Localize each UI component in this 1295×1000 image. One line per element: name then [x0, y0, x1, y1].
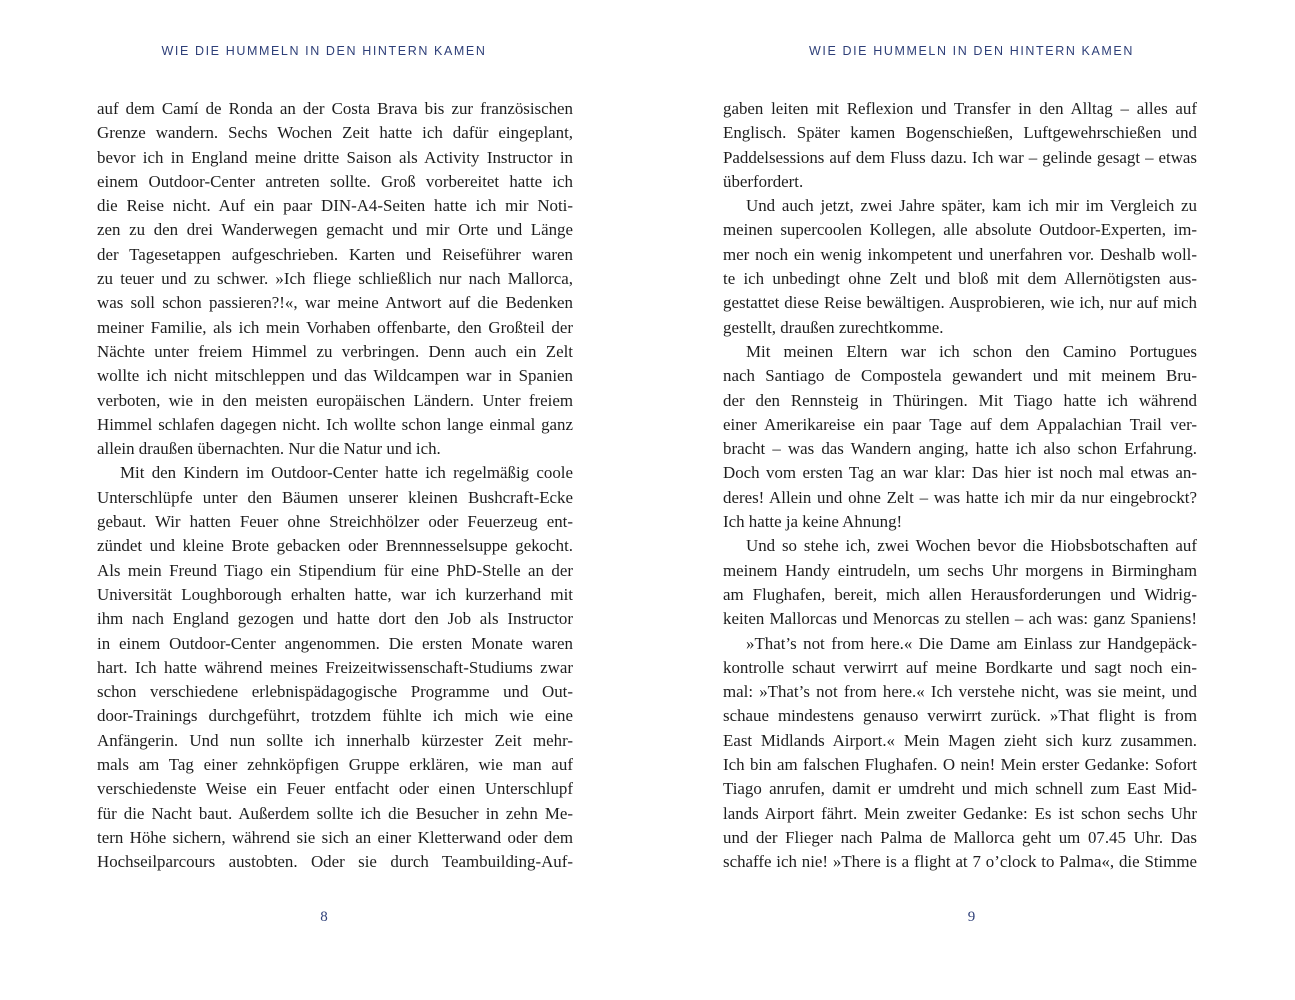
- text-line: was soll schon passieren?!«, war meine Antwort auf die Bedenken: [97, 293, 573, 313]
- text-line: Mit meinen Eltern war ich schon den Camino Portugues: [746, 341, 1197, 361]
- text-line: schaue mindestens genauso verwirrt zurück. »That flight is from: [723, 706, 1197, 726]
- text-line: Englisch. Später kamen Bogenschießen, Luftgewehrschießen und: [723, 123, 1197, 143]
- text-line: mal: »That’s not from here.« Ich verstehe nicht, was sie meint, und: [723, 682, 1197, 702]
- text-line: für die Nacht baut. Außerdem sollte ich die Besucher in zehn Me-: [97, 803, 573, 823]
- text-line: zündet und kleine Brote gebacken oder Brennnesselsuppe gekocht.: [97, 536, 573, 556]
- text-line: meinem Handy eintrudeln, um sechs Uhr morgens in Birmingham: [723, 560, 1197, 580]
- text-line: tern Höhe sichern, während sie sich an einer Kletterwand oder dem: [97, 827, 573, 847]
- text-line: Mit den Kindern im Outdoor-Center hatte ich regelmäßig coole: [120, 463, 573, 483]
- text-line: Anfängerin. Und nun sollte ich innerhalb kürzester Zeit mehr-: [97, 730, 573, 750]
- text-line: East Midlands Airport.« Mein Magen zieht sich kurz zusammen.: [723, 730, 1197, 750]
- text-line: in einem Outdoor-Center angenommen. Die ersten Monate waren: [97, 633, 573, 653]
- text-line: Und so stehe ich, zwei Wochen bevor die Hiobsbotschaften auf: [746, 536, 1197, 556]
- text-line: auf dem Camí de Ronda an der Costa Brava bis zur französischen: [97, 99, 573, 118]
- text-line: deres! Allein und ohne Zelt – was hatte ich mir da nur eingebrockt?: [723, 487, 1197, 507]
- text-line: te ich unbedingt ohne Zelt und bloß mit dem Allernötigsten aus-: [723, 269, 1197, 289]
- text-line: Universität Loughborough erhalten hatte, war ich kurzerhand mit: [97, 584, 573, 604]
- running-head: WIE DIE HUMMELN IN DEN HINTERN KAMEN: [161, 44, 487, 58]
- text-line: einer Amerikareise ein paar Tage auf dem Appalachian Trail ver-: [723, 414, 1197, 434]
- text-line: schon verschiedene erlebnispädagogische Programme und Out-: [97, 682, 573, 702]
- text-line: nach Santiago de Compostela gewandert und mit meinem Bru-: [723, 366, 1197, 386]
- text-line: keiten Mallorcas und Menorcas zu stellen – ach was: ganz Spaniens!: [723, 609, 1197, 629]
- text-line: der Tagesetappen aufgeschrieben. Karten und Reiseführer waren: [97, 244, 573, 264]
- running-head: WIE DIE HUMMELN IN DEN HINTERN KAMEN: [809, 44, 1134, 58]
- text-line: »That’s not from here.« Die Dame am Einlass zur Handgepäck-: [746, 633, 1197, 653]
- page-number: 8: [320, 909, 328, 925]
- text-line: der den Rennsteig in Thüringen. Mit Tiago hatte ich während: [723, 390, 1197, 410]
- text-line: lands Airport fährt. Mein zweiter Gedanke: Es ist schon sechs Uhr: [723, 803, 1197, 823]
- text-line: am Flughafen, bereit, mich allen Herausforderungen und Widrig-: [723, 584, 1197, 604]
- text-line: Ich bin am falschen Flughafen. O nein! Mein erster Gedanke: Sofort: [723, 755, 1197, 775]
- text-line: Himmel schlafen dagegen nicht. Ich wollte schon lange einmal ganz: [97, 414, 573, 434]
- text-line: die Reise nicht. Auf ein paar DIN-A4-Seiten hatte ich mir Noti-: [97, 196, 573, 216]
- text-line: kontrolle schaut verwirrt auf meine Bordkarte und sagt noch ein-: [723, 657, 1197, 677]
- text-line: verschiedenste Weise ein Feuer entfacht oder einen Unterschlupf: [97, 779, 573, 799]
- text-line: gebaut. Wir hatten Feuer ohne Streichhölzer oder Feuerzeug ent-: [97, 512, 573, 532]
- text-line: Als mein Freund Tiago ein Stipendium für eine PhD-Stelle an der: [97, 560, 573, 580]
- text-line: mals am Tag einer zehnköpfigen Gruppe erklären, wie man auf: [97, 755, 573, 775]
- text-line: Grenze wandern. Sechs Wochen Zeit hatte ich dafür eingeplant,: [97, 123, 573, 143]
- text-line: bracht – was das Wandern anging, hatte ich also schon Erfahrung.: [723, 439, 1197, 459]
- text-line: überfordert.: [723, 171, 804, 191]
- text-line: hart. Ich hatte während meines Freizeitwissenschaft-Studiums zwar: [97, 657, 573, 677]
- text-line: bevor ich in England meine dritte Saison als Activity Instructor in: [97, 147, 573, 167]
- page-number: 9: [967, 909, 976, 925]
- text-line: verboten, wie in den meisten europäischen Ländern. Unter freiem: [97, 390, 573, 410]
- text-line: Doch vom ersten Tag an war klar: Das hier ist noch mal etwas an-: [723, 463, 1197, 483]
- text-line: gaben leiten mit Reflexion und Transfer in den Alltag – alles auf: [723, 99, 1197, 118]
- body-text: [97, 97, 573, 875]
- text-line: Tiago anrufen, damit er umdreht und mich schnell zum East Mid-: [723, 779, 1197, 799]
- text-line: meiner Familie, als ich mein Vorhaben offenbarte, den Großteil der: [97, 317, 573, 337]
- text-line: meinen supercoolen Kollegen, alle absolute Outdoor-Experten, im-: [723, 220, 1197, 240]
- text-line: zen zu den drei Wanderwegen gemacht und mir Orte und Länge: [97, 220, 573, 240]
- text-line: Und auch jetzt, zwei Jahre später, kam ich mir im Vergleich zu: [746, 196, 1197, 216]
- text-line: gestattet diese Reise bewältigen. Ausprobieren, wie ich, nur auf mich: [723, 293, 1197, 313]
- text-line: und der Flieger nach Palma de Mallorca geht um 07.45 Uhr. Das: [723, 827, 1197, 847]
- body-text: [723, 97, 1197, 875]
- text-line: Ich hatte ja keine Ahnung!: [723, 512, 903, 532]
- text-line: ihm nach England gezogen und hatte dort den Job als Instructor: [97, 609, 573, 629]
- text-line: Paddelsessions auf dem Fluss dazu. Ich war – gelinde gesagt – etwas: [723, 147, 1197, 167]
- text-line: Nächte unter freiem Himmel zu verbringen. Denn auch ein Zelt: [97, 341, 573, 361]
- right-page: [648, 0, 1295, 1000]
- text-line: allein draußen übernachten. Nur die Natur und ich.: [97, 439, 441, 459]
- text-line: Hochseilparcours austobten. Oder sie durch Teambuilding-Auf-: [97, 852, 573, 872]
- text-line: mer noch ein wenig inkompetent und unerfahren vor. Deshalb woll-: [723, 244, 1197, 264]
- text-line: gestellt, draußen zurechtkomme.: [723, 317, 944, 337]
- text-line: wollte ich nicht mitschleppen und das Wildcampen war in Spanien: [97, 366, 573, 386]
- text-line: schaffe ich nie! »There is a flight at 7 o’clock to Palma«, die Stimme: [723, 852, 1197, 872]
- text-line: Unterschlüpfe unter den Bäumen unserer kleinen Bushcraft-Ecke: [97, 487, 573, 507]
- text-line: door-Trainings durchgeführt, trotzdem fühlte ich mich wie eine: [97, 706, 573, 726]
- text-line: einem Outdoor-Center antreten sollte. Groß vorbereitet hatte ich: [97, 171, 573, 191]
- text-line: zu teuer und zu schwer. »Ich fliege schließlich nur nach Mallorca,: [97, 269, 573, 289]
